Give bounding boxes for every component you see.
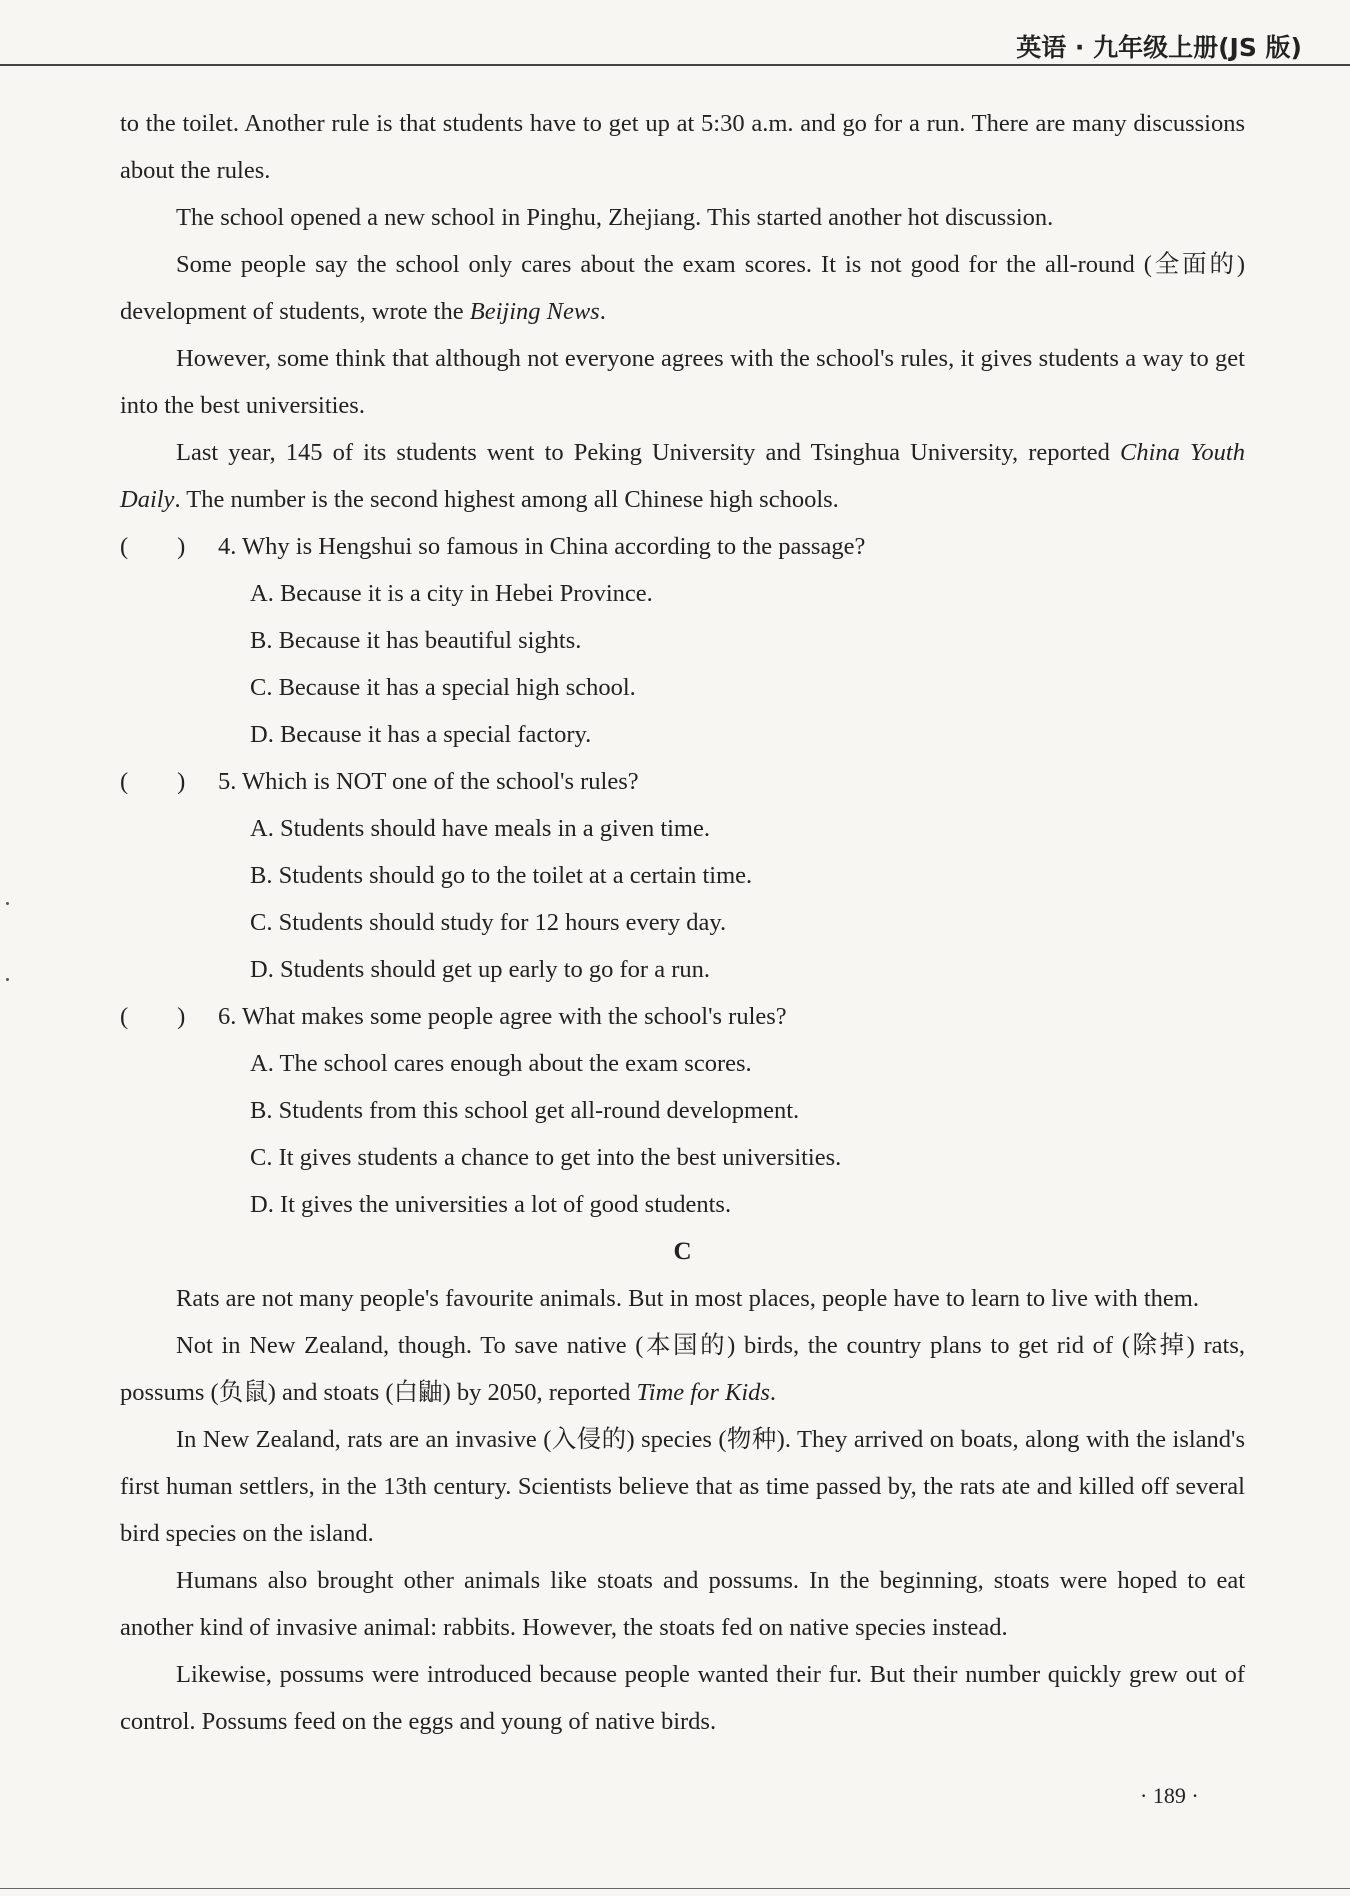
answer-option: B. Students from this school get all-round development.	[250, 1097, 800, 1124]
question-stem: 4. Why is Hengshui so famous in China according to the passage?	[218, 533, 866, 560]
answer-blank[interactable]: ( )	[120, 768, 186, 795]
answer-blank[interactable]: ( )	[120, 1003, 186, 1030]
passage-paragraph: Rats are not many people's favourite animals. But in most places, people have to learn to live with them.	[176, 1285, 1199, 1312]
page-content	[120, 100, 1245, 1745]
question-stem: 6. What makes some people agree with the school's rules?	[218, 1003, 787, 1030]
answer-option: D. Because it has a special factory.	[250, 721, 592, 748]
page-header	[0, 22, 1350, 72]
passage-paragraph: Last year, 145 of its students went to Peking University and Tsinghua University, reported China Youth Daily. The number is the second highest among all Chinese high schools.	[120, 439, 1245, 513]
answer-blank[interactable]: ( )	[120, 533, 186, 560]
question	[120, 523, 1245, 758]
answer-option: B. Students should go to the toilet at a certain time.	[250, 862, 753, 889]
book-title: 英语 · 九年级上册(JS 版)	[1010, 28, 1302, 64]
passage-paragraph: The school opened a new school in Pinghu, Zhejiang. This started another hot discussion.	[176, 204, 1054, 231]
margin-dot	[6, 978, 9, 981]
answer-option: B. Because it has beautiful sights.	[250, 627, 582, 654]
question	[120, 758, 1245, 993]
passage-paragraph: Likewise, possums were introduced because people wanted their fur. But their number quickly grew out of control. Possums feed on the eggs and young of native birds.	[120, 1661, 1245, 1735]
answer-option: C. Students should study for 12 hours every day.	[250, 909, 727, 936]
section-heading: C	[673, 1238, 692, 1265]
source-name: China Youth Daily	[120, 439, 1245, 513]
margin-dot	[6, 902, 9, 905]
answer-option: D. Students should get up early to go for a run.	[250, 956, 710, 983]
passage-paragraph: Some people say the school only cares about the exam scores. It is not good for the all-round (全面的) development of students, wrote the Beijing News.	[120, 251, 1245, 325]
header-rule	[0, 64, 1350, 66]
answer-option: C. It gives students a chance to get into the best universities.	[250, 1144, 842, 1171]
source-name: Time for Kids	[636, 1379, 770, 1406]
passage-paragraph: In New Zealand, rats are an invasive (入侵的) species (物种). They arrived on boats, along with the island's first human settlers, in the 13th century. Scientists believe that as time passed by, the rats ate and killed off several bird species on the island.	[120, 1426, 1245, 1547]
passage-paragraph: Not in New Zealand, though. To save native (本国的) birds, the country plans to get rid of (除掉) rats, possums (负鼠) and stoats (白鼬) by 2050, reported Time for Kids.	[120, 1332, 1245, 1406]
answer-option: C. Because it has a special high school.	[250, 674, 636, 701]
answer-option: D. It gives the universities a lot of good students.	[250, 1191, 732, 1218]
passage-paragraph: to the toilet. Another rule is that students have to get up at 5:30 a.m. and go for a run. There are many discussions about the rules.	[120, 110, 1245, 184]
source-name: Beijing News	[469, 298, 600, 325]
answer-option: A. The school cares enough about the exam scores.	[250, 1050, 752, 1077]
question-stem: 5. Which is NOT one of the school's rules?	[218, 768, 639, 795]
answer-option: A. Students should have meals in a given time.	[250, 815, 710, 842]
bottom-rule	[0, 1888, 1350, 1889]
passage-paragraph: However, some think that although not everyone agrees with the school's rules, it gives students a way to get into the best universities.	[120, 345, 1245, 419]
answer-option: A. Because it is a city in Hebei Province.	[250, 580, 653, 607]
question	[120, 993, 1245, 1228]
passage-paragraph: Humans also brought other animals like stoats and possums. In the beginning, stoats were hoped to eat another kind of invasive animal: rabbits. However, the stoats fed on native species instead.	[120, 1567, 1245, 1641]
page-number: · 189 ·	[1140, 1783, 1199, 1808]
